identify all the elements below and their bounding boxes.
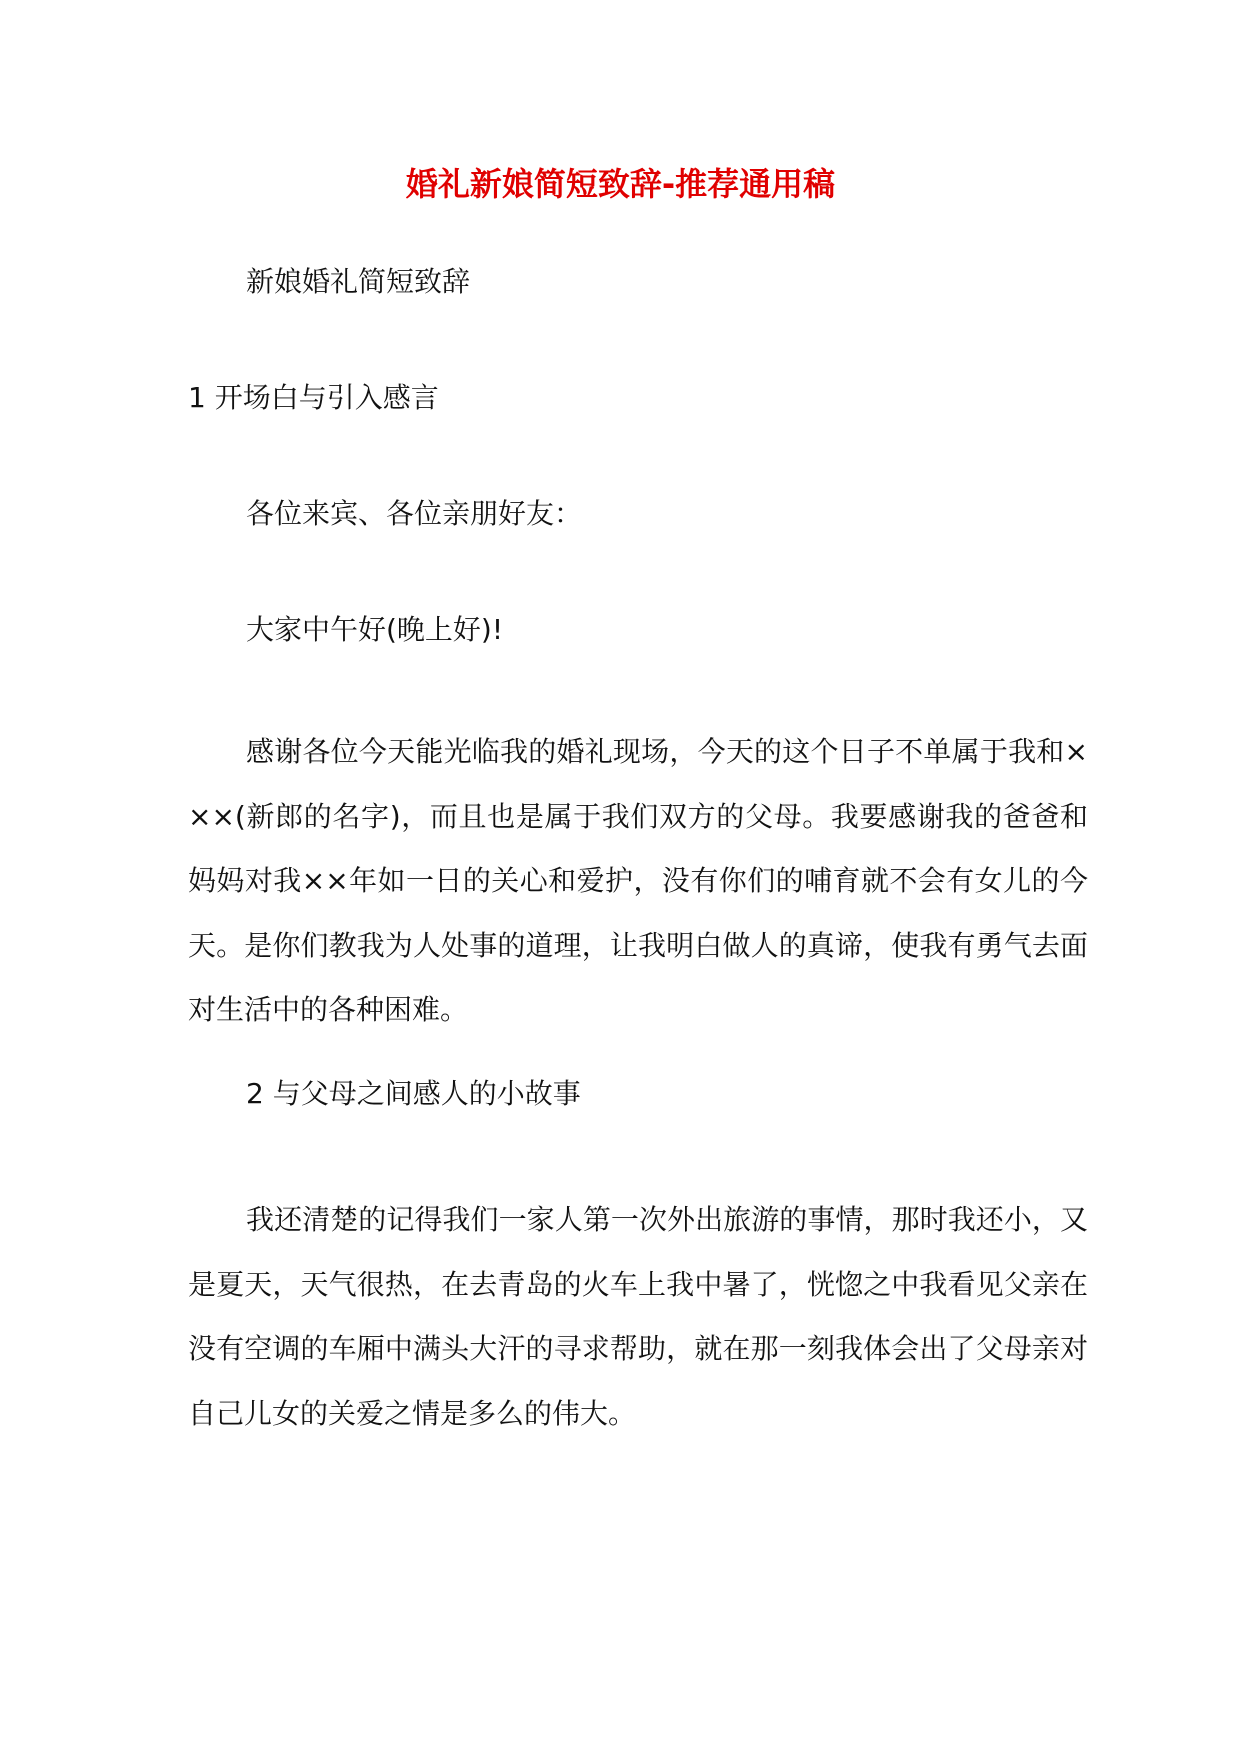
paragraph-story: 我还清楚的记得我们一家人第一次外出旅游的事情，那时我还小，又是夏天，天气很热，在去青岛的火车上我中暑了，恍惚之中我看见父亲在没有空调的车厢中满头大汗的寻求帮助，就在那一刻我体会出了父母亲对自己儿女的关爱之情是多么的伟大。	[188, 1203, 1088, 1430]
document-title: 婚礼新娘简短致辞-推荐通用稿	[405, 165, 836, 203]
paragraph-gratitude: 感谢各位今天能光临我的婚礼现场，今天的这个日子不单属于我和×××(新郎的名字)，而且也是属于我们双方的父母。我要感谢我的爸爸和妈妈对我××年如一日的关心和爱护，没有你们的哺育就不会有女儿的今天。是你们教我为人处事的道理，让我明白做人的真谛，使我有勇气去面对生活中的各种困难。	[188, 735, 1088, 1026]
subtitle: 新娘婚礼简短致辞	[246, 265, 471, 298]
greeting-line: 各位来宾、各位亲朋好友：	[246, 497, 583, 530]
section-heading-2: 2 与父母之间感人的小故事	[246, 1077, 581, 1110]
salutation-line: 大家中午好(晚上好)!	[246, 613, 504, 646]
section-heading-1: 1 开场白与引入感言	[188, 381, 439, 414]
